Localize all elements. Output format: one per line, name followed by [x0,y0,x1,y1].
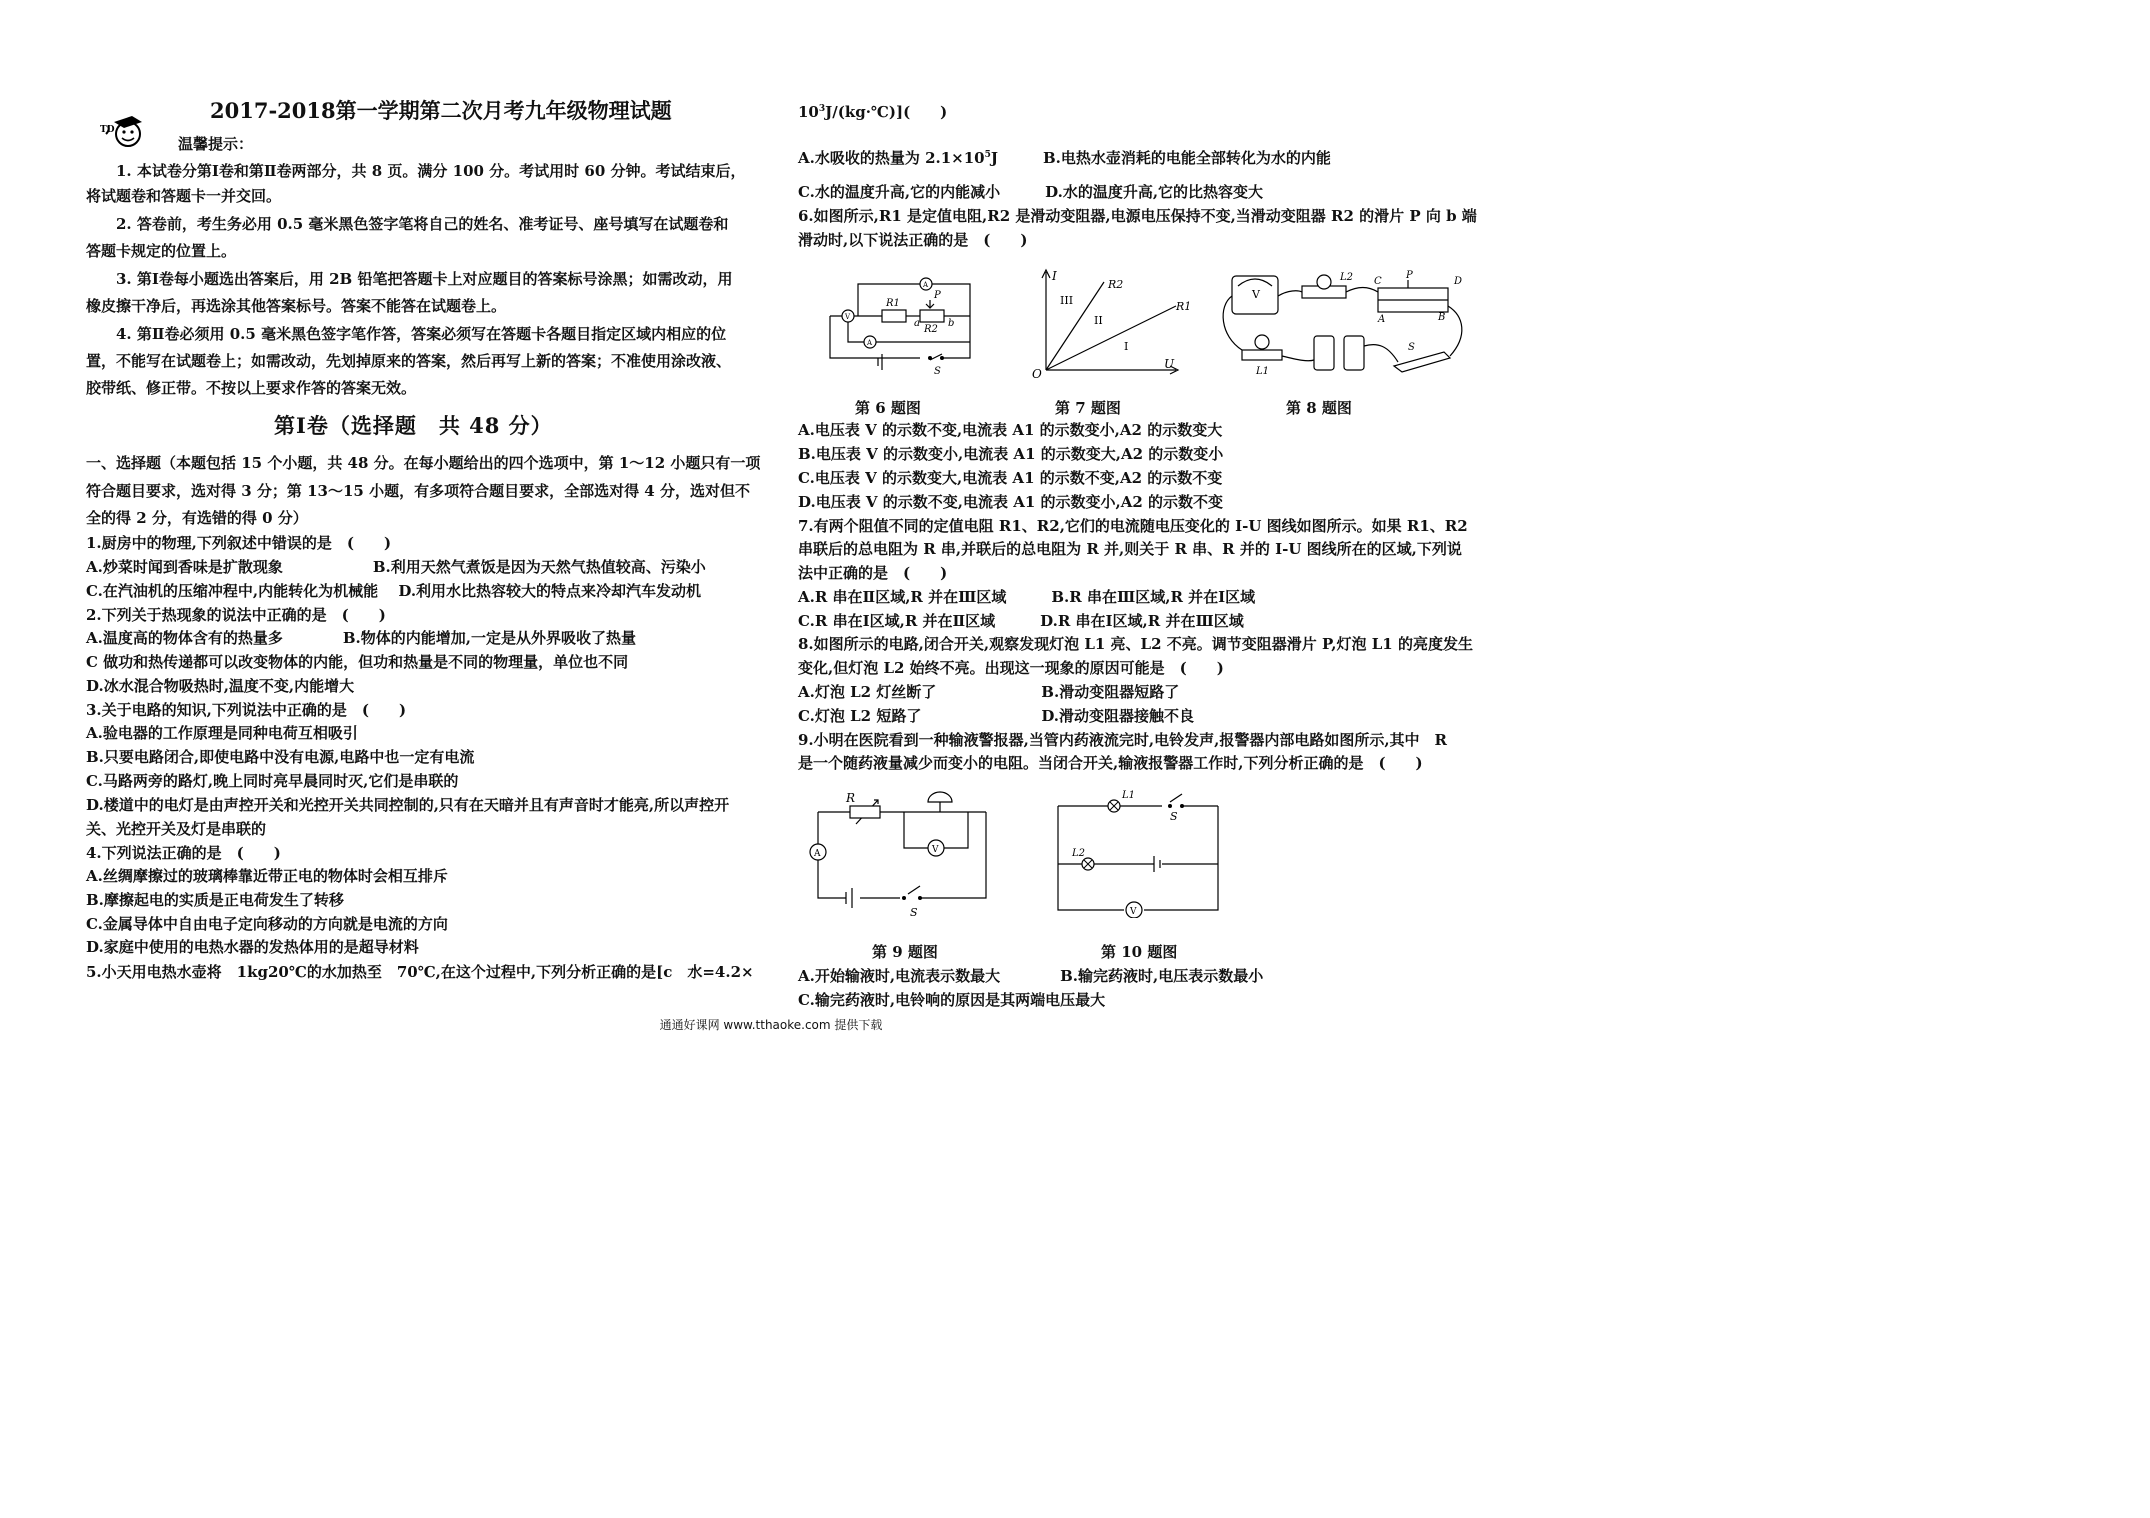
question-line: 是一个随药液量减少而变小的电阻。当闭合开关,输液报警器工作时,下列分析正确的是 ( ) [798,754,1423,772]
question-line: A.丝绸摩擦过的玻璃棒靠近带正电的物体时会相互排斥 [86,867,448,885]
svg-text:a: a [914,318,920,329]
figure-8-caption: 第 8 题图 [1286,399,1352,417]
svg-text:S: S [934,366,941,377]
svg-text:B: B [1438,312,1446,323]
svg-text:b: b [948,318,955,329]
option-line: A.开始输液时,电流表示数最大 B.输完药液时,电压表示数最小 [798,967,1264,985]
question-line: 滑动时,以下说法正确的是 ( ) [798,231,1028,249]
svg-text:I: I [1124,340,1129,353]
question-line: 1.厨房中的物理,下列叙述中错误的是 ( ) [86,534,392,552]
question-line: 法中正确的是 ( ) [798,564,948,582]
note-line: 胶带纸、修正带。不按以上要求作答的答案无效。 [86,379,417,397]
svg-text:III: III [1060,294,1074,307]
note-line: 答题卡规定的位置上。 [86,242,237,260]
figure-6-circuit [820,270,990,380]
question-line: C 做功和热传递都可以改变物体的内能，但功和热量是不同的物理量，单位也不同 [86,653,629,671]
svg-text:O: O [1032,367,1042,381]
option-line: C.R 串在Ⅰ区域,R 并在Ⅱ区域 D.R 串在Ⅰ区域,R 并在Ⅲ区域 [798,612,1244,630]
svg-text:L2: L2 [1072,848,1086,859]
question-line: B.只要电路闭合,即使电路中没有电源,电路中也一定有电流 [86,748,475,766]
figure-9-caption: 第 9 题图 [872,943,938,961]
option-line: D.电压表 V 的示数不变,电流表 A1 的示数变小,A2 的示数不变 [798,493,1224,511]
question-line: 6.如图所示,R1 是定值电阻,R2 是滑动变阻器,电源电压保持不变,当滑动变阻器 R2 的滑片 P 向 b 端 [798,207,1477,225]
option-line: A.灯泡 L2 灯丝断了 B.滑动变阻器短路了 [798,683,1180,701]
footer: 通通好课网 www.tthaoke.com 提供下载 [659,1018,883,1032]
question-line: $10^3J/(kg\cdot℃)$]( ) [798,103,948,121]
note-line: 置，不能写在试题卷上；如需改动，先划掉原来的答案，然后再写上新的答案；不准使用涂改液、 [86,352,732,370]
smiley-logo [98,108,150,150]
svg-text:TD: TD [100,125,115,135]
question-line: 5.小天用电热水壶将 1kg20℃的水加热至 70℃,在这个过程中,下列分析正确的是[c 水=4.2× [86,963,754,981]
question-line: 一、选择题（本题包括 15 个小题，共 48 分。在每小题给出的四个选项中，第 1～12 小题只有一项 [86,454,761,472]
svg-text:L1: L1 [1122,790,1136,801]
document-title: 2017-2018第一学期第二次月考九年级物理试题 [210,98,672,123]
svg-text:V: V [1130,907,1137,917]
svg-text:C: C [1374,276,1382,287]
note-line: 3. 第Ⅰ卷每小题选出答案后，用 2B 铅笔把答题卡上对应题目的答案标号涂黑；如需改动，用 [116,270,733,288]
svg-text:L1: L1 [1256,366,1270,377]
question-line: A.温度高的物体含有的热量多 B.物体的内能增加,一定是从外界吸收了热量 [86,629,636,647]
question-line: A.验电器的工作原理是同种电荷互相吸引 [86,724,358,742]
question-line: 9.小明在医院看到一种输液警报器,当管内药液流完时,电铃发声,报警器内部电路如图所示,其中 R [798,731,1448,749]
question-line: 8.如图所示的电路,闭合开关,观察发现灯泡 L1 亮、L2 不亮。调节变阻器滑片 P,灯泡 L1 的亮度发生 [798,635,1473,653]
svg-text:V: V [845,313,851,321]
question-line: 7.有两个阻值不同的定值电阻 R1、R2,它们的电流随电压变化的 I-U 图线如图所示。如果 R1、R2 [798,517,1468,535]
figure-9-circuit [800,782,1000,922]
svg-text:R1: R1 [1176,300,1192,313]
question-line: C.在汽油机的压缩冲程中,内能转化为机械能 D.利用水比热容较大的特点来冷却汽车发动机 [86,582,702,600]
svg-text:R1: R1 [886,298,900,309]
figure-10-caption: 第 10 题图 [1101,943,1178,961]
note-line: 4. 第Ⅱ卷必须用 0.5 毫米黑色签字笔作答，答案必须写在答题卡各题目指定区域内相应的位 [116,325,727,343]
figure-10-circuit [1052,786,1232,918]
svg-text:II: II [1094,314,1103,327]
question-line: C.金属导体中自由电子定向移动的方向就是电流的方向 [86,915,448,933]
svg-text:U: U [1164,357,1175,371]
note-line: 橡皮擦干净后，再选涂其他答案标号。答案不能答在试题卷上。 [86,297,507,315]
question-line: 变化,但灯泡 L2 始终不亮。出现这一现象的原因可能是 ( ) [798,659,1224,677]
option-line: A.R 串在Ⅱ区域,R 并在Ⅲ区域 B.R 串在Ⅲ区域,R 并在Ⅰ区域 [798,588,1256,606]
section-title: 第Ⅰ卷（选择题 共 48 分） [274,413,553,438]
question-line: D.家庭中使用的电热水器的发热体用的是超导材料 [86,938,419,956]
option-line: C.电压表 V 的示数变大,电流表 A1 的示数不变,A2 的示数不变 [798,469,1223,487]
note-line: 将试题卷和答题卡一并交回。 [86,187,282,205]
svg-text:R: R [846,791,856,805]
svg-text:I: I [1052,269,1057,283]
question-line: C.马路两旁的路灯,晚上同时亮早晨同时灭,它们是串联的 [86,772,459,790]
svg-text:D: D [1454,276,1463,287]
svg-text:V: V [932,845,939,855]
svg-text:S: S [1408,342,1415,353]
option-line: C.水的温度升高,它的内能减小 D.水的温度升高,它的比热容变大 [798,183,1264,201]
figure-7-caption: 第 7 题图 [1055,399,1121,417]
question-line: 关、光控开关及灯是串联的 [86,820,267,838]
option-line: C.输完药液时,电铃响的原因是其两端电压最大 [798,991,1106,1009]
option-line: A.电压表 V 的示数不变,电流表 A1 的示数变小,A2 的示数变大 [798,421,1223,439]
question-line: A.炒菜时闻到香味是扩散现象 B.利用天然气煮饭是因为天然气热值较高、污染小 [86,558,706,576]
svg-text:A: A [1378,314,1386,325]
svg-text:R2: R2 [1108,278,1124,291]
question-line: 3.关于电路的知识,下列说法中正确的是 ( ) [86,701,407,719]
note-line: 1. 本试卷分第Ⅰ卷和第Ⅱ卷两部分，共 8 页。满分 100 分。考试用时 60 分钟。考试结束后， [116,162,746,180]
figure-7-iu-graph [1024,266,1194,382]
reminder-label: 温馨提示： [178,135,254,153]
svg-text:P: P [1406,270,1413,281]
svg-text:S: S [1170,810,1178,823]
svg-text:A: A [814,849,821,859]
figure-6-caption: 第 6 题图 [855,399,921,417]
svg-text:L2: L2 [1340,272,1354,283]
question-line: D.冰水混合物吸热时,温度不变,内能增大 [86,677,355,695]
svg-text:S: S [910,906,918,919]
question-line: 全的得 2 分，有选错的得 0 分） [86,509,308,527]
question-line: 4.下列说法正确的是 ( ) [86,844,281,862]
svg-text:V: V [1252,288,1260,301]
question-line: 2.下列关于热现象的说法中正确的是 ( ) [86,606,386,624]
svg-text:P: P [934,290,941,301]
question-line: D.楼道中的电灯是由声控开关和光控开关共同控制的,只有在天暗并且有声音时才能亮,所以声控开 [86,796,730,814]
note-line: 2. 答卷前，考生务必用 0.5 毫米黑色签字笔将自己的姓名、准考证号、座号填写在试题卷和 [116,215,729,233]
figure-8-circuit [1218,266,1488,382]
question-line: B.摩擦起电的实质是正电荷发生了转移 [86,891,344,909]
option-line: A.水吸收的热量为 $2.1\times 10^5J$ B.电热水壶消耗的电能全部转化为水的内能 [798,149,1331,167]
question-line: 串联后的总电阻为 R 串,并联后的总电阻为 R 并,则关于 R 串、R 并的 I-U 图线所在的区域,下列说 [798,540,1462,558]
question-line: 符合题目要求，选对得 3 分；第 13～15 小题，有多项符合题目要求，全部选对得 4 分，选对但不 [86,482,750,500]
option-line: C.灯泡 L2 短路了 D.滑动变阻器接触不良 [798,707,1195,725]
svg-text:A: A [923,281,929,289]
svg-text:A: A [867,339,873,347]
svg-text:R2: R2 [924,324,938,335]
option-line: B.电压表 V 的示数变小,电流表 A1 的示数变大,A2 的示数变小 [798,445,1224,463]
